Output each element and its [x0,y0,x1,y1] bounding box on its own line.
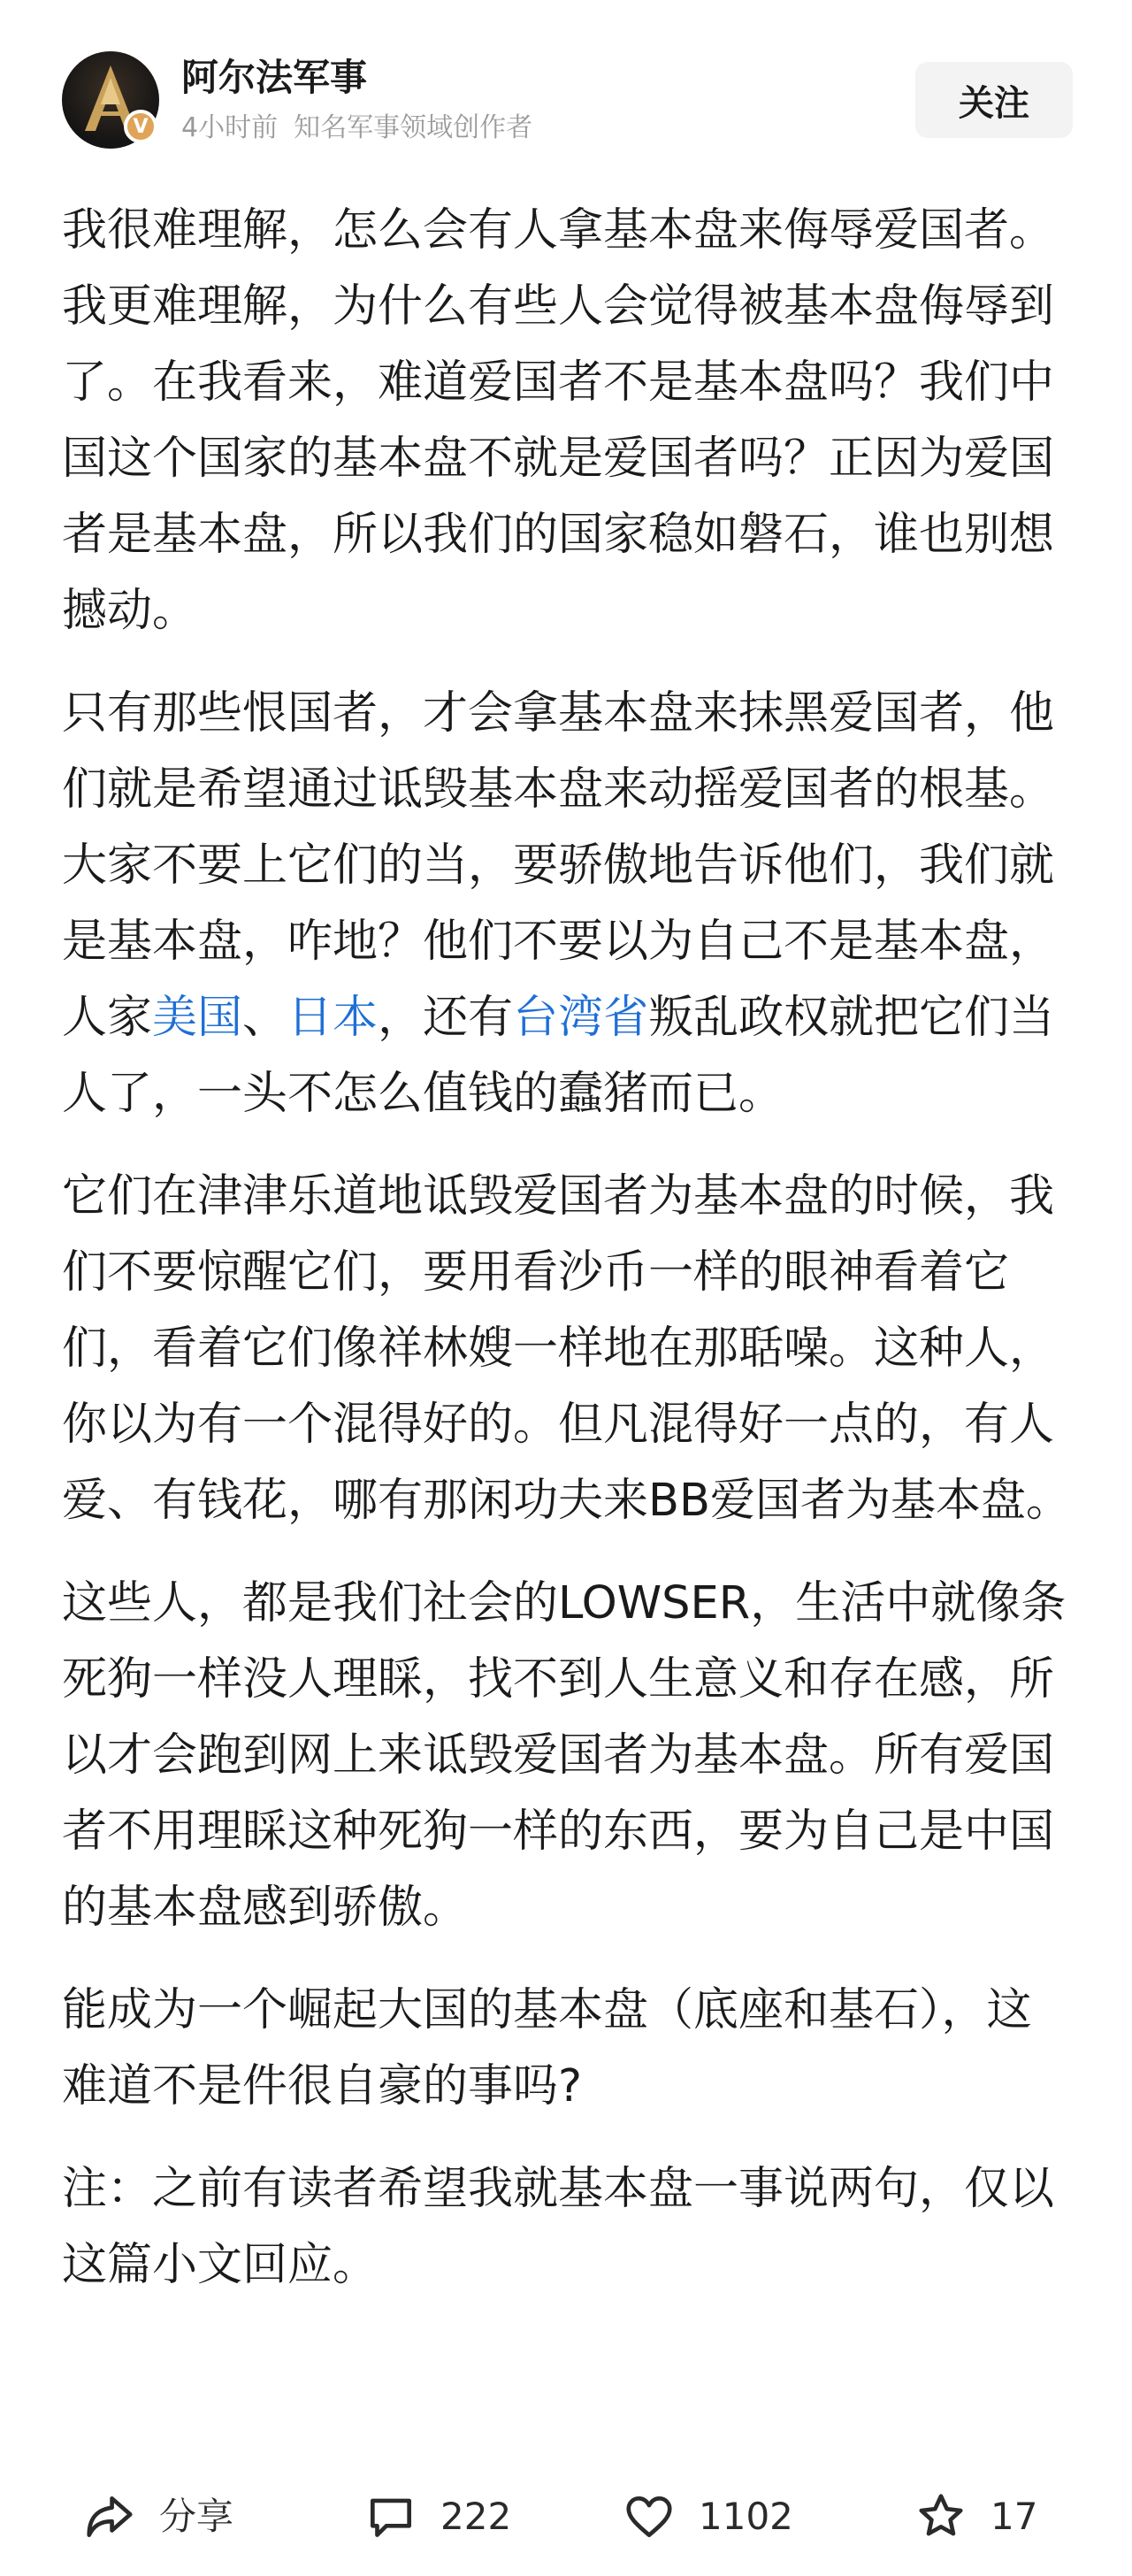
verified-badge-icon: V [124,110,157,143]
link-taiwan[interactable]: 台湾省 [513,992,649,1044]
post-time: 4小时前 [181,112,279,143]
comment-count: 222 [440,2495,512,2538]
share-icon [81,2488,138,2545]
author-meta [181,111,532,146]
paragraph-2-separator: 、 [242,992,288,1044]
paragraph-5: 能成为一个崛起大国的基本盘（底座和基石），这难道不是件很自豪的事吗? [62,1984,1032,2112]
paragraph-6: 注：之前有读者希望我就基本盘一事说两句，仅以这篇小文回应。 [62,2163,1055,2291]
heart-icon [621,2488,677,2545]
comment-icon [363,2488,419,2545]
paragraph-3: 它们在津津乐道地诋毁爱国者为基本盘的时候，我们不要惊醒它们，要用看沙币一样的眼神看着它们，看着它们像祥林嫂一样地在那聒噪。这种人，你以为有一个混得好的。但凡混得好一点的，有人爱、有钱花，哪有那闲功夫来BB爱国者为基本盘。 [62,1170,1071,1527]
follow-button[interactable]: 关注 [915,62,1073,138]
article-body [62,193,1075,2330]
author-description: 知名军事领域创作者 [294,112,533,143]
link-usa[interactable]: 美国 [152,992,243,1044]
star-icon [913,2488,969,2545]
paragraph-2-text-c: 叛乱政权就把它们当人了，一头不怎么值钱的蠢猪而已。 [62,992,1055,1120]
action-bar [0,2468,1132,2565]
paragraph-4: 这些人，都是我们社会的LOWSER，生活中就像条死狗一样没人理睬，找不到人生意义和存在感，所以才会跑到网上来诋毁爱国者为基本盘。所有爱国者不用理睬这种死狗一样的东西，要为自己是中国的基本盘感到骄傲。 [62,1577,1067,1934]
comment-button[interactable] [363,2486,511,2548]
author-name[interactable]: 阿尔法军事 [181,56,368,99]
paragraph-2-text-b: ，还有 [378,992,514,1044]
share-label: 分享 [159,2495,234,2538]
share-button[interactable] [81,2486,233,2548]
like-count: 1102 [699,2495,793,2538]
paragraph-2 [62,676,1075,1132]
like-button[interactable] [621,2486,793,2548]
link-japan[interactable]: 日本 [287,992,379,1044]
paragraph-2-text-a: 只有那些恨国者，才会拿基本盘来抹黑爱国者，他们就是希望通过诋毁基本盘来动摇爱国者的根基。大家不要上它们的当，要骄傲地告诉他们，我们就是基本盘，咋地？他们不要以为自己不是基本盘，人家 [62,687,1055,1044]
author-header [0,0,1132,177]
paragraph-1: 我很难理解，怎么会有人拿基本盘来侮辱爱国者。我更难理解，为什么有些人会觉得被基本盘侮辱到了。在我看来，难道爱国者不是基本盘吗？我们中国这个国家的基本盘不就是爱国者吗？正因为爱国者是基本盘，所以我们的国家稳如磐石，谁也别想撼动。 [62,204,1055,637]
favorite-count: 17 [990,2495,1038,2538]
favorite-button[interactable] [913,2486,1037,2548]
